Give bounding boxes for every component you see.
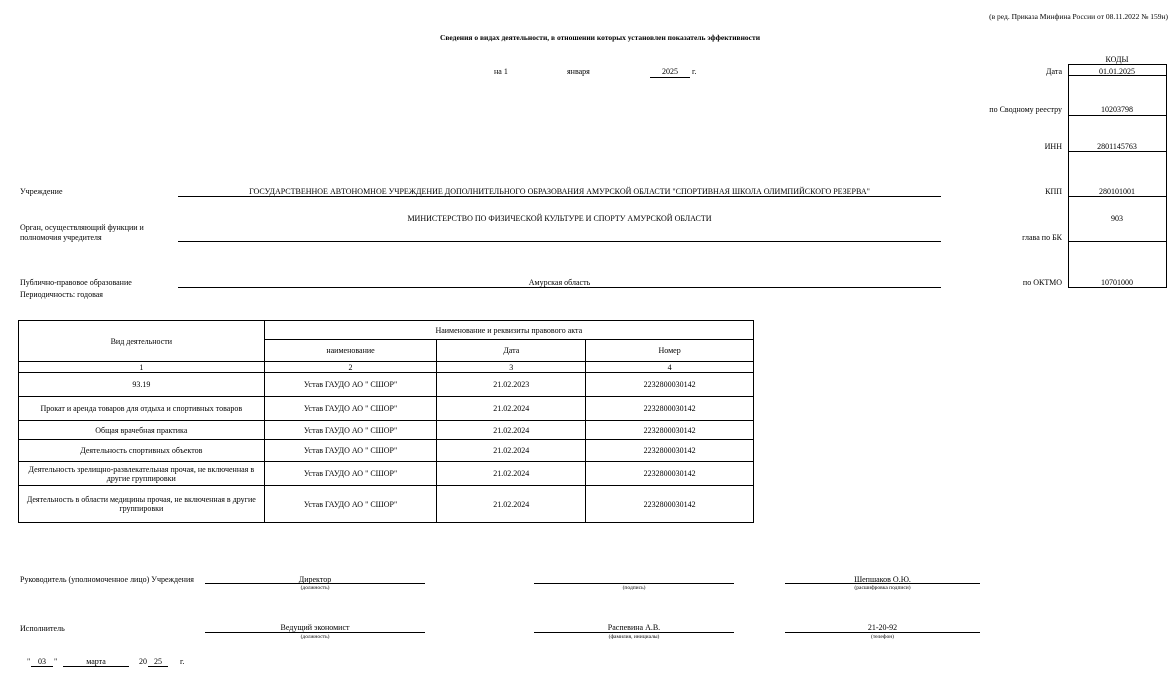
table-row <box>19 440 754 462</box>
cell-number: 2232800030142 <box>586 421 754 440</box>
executor-name: Распевина А.В. <box>607 623 661 632</box>
cell-activity: 93.19 <box>19 373 265 397</box>
sign-date-close-quote: " <box>54 657 58 666</box>
kpp-label: КПП <box>1045 187 1062 196</box>
order-note: (в ред. Приказа Минфина России от 08.11.2022 № 159н) <box>989 12 1168 21</box>
activities-table <box>18 320 754 523</box>
sign-date-year-suffix: г. <box>180 657 185 666</box>
date-label: Дата <box>1046 67 1062 76</box>
sign-date-month: марта <box>86 657 106 666</box>
col-header-activity: Вид деятельности <box>19 321 265 362</box>
cell-number: 2232800030142 <box>586 462 754 486</box>
public-entity-label: Публично-правовое образование <box>20 278 132 287</box>
date-code: 01.01.2025 <box>1099 67 1135 76</box>
bk-code: 903 <box>1111 214 1123 223</box>
periodicity-label: Периодичность: годовая <box>20 290 103 299</box>
col-number-2: 2 <box>264 362 437 373</box>
founder-label-line1: Орган, осуществляющий функции и <box>20 223 144 232</box>
cell-name: Устав ГАУДО АО " СШОР" <box>264 421 437 440</box>
oktmo-label: по ОКТМО <box>1022 278 1062 287</box>
table-row <box>19 421 754 440</box>
col-header-name: наименование <box>264 340 437 362</box>
inn-code: 2801145763 <box>1097 142 1137 151</box>
report-date-year: 2025 <box>662 67 678 76</box>
head-position: Директор <box>298 575 332 584</box>
report-date-month: января <box>567 67 590 76</box>
col-number-3: 3 <box>437 362 586 373</box>
cell-name: Устав ГАУДО АО " СШОР" <box>264 440 437 462</box>
registry-label: по Сводному реестру <box>989 105 1062 114</box>
executor-phone: 21-20-92 <box>867 623 898 632</box>
head-signature-caption: (подпись) <box>622 585 646 591</box>
registry-code: 10203798 <box>1101 105 1133 114</box>
cell-name: Устав ГАУДО АО " СШОР" <box>264 486 437 523</box>
sign-date-year-prefix: 20 <box>139 657 147 666</box>
cell-number: 2232800030142 <box>586 440 754 462</box>
cell-activity: Прокат и аренда товаров для отдыха и спортивных товаров <box>19 397 265 421</box>
cell-date: 21.02.2024 <box>437 486 586 523</box>
report-date-year-suffix: г. <box>692 67 697 76</box>
page-title: Сведения о видах деятельности, в отношении которых установлен показатель эффективности <box>439 33 761 42</box>
head-name-caption: (расшифровка подписи) <box>854 585 911 591</box>
public-entity-name: Амурская область <box>528 278 591 287</box>
executor-position-caption: (должность) <box>300 634 330 640</box>
col-header-date: Дата <box>437 340 586 362</box>
executor-phone-caption: (телефон) <box>870 634 895 640</box>
col-header-number: Номер <box>586 340 754 362</box>
report-date-prefix: на 1 <box>494 67 508 76</box>
inn-label: ИНН <box>1044 142 1062 151</box>
executor-name-caption: (фамилия, инициалы) <box>608 634 660 640</box>
table-row <box>19 397 754 421</box>
oktmo-code: 10701000 <box>1101 278 1133 287</box>
institution-name: ГОСУДАРСТВЕННОЕ АВТОНОМНОЕ УЧРЕЖДЕНИЕ ДОПОЛНИТЕЛЬНОГО ОБРАЗОВАНИЯ АМУРСКОЙ ОБЛАСТИ "СПОРТИВНАЯ ШКОЛА ОЛИМПИЙСКОГО РЕЗЕРВА" <box>249 187 870 196</box>
executor-position: Ведущий экономист <box>280 623 350 632</box>
head-position-caption: (должность) <box>300 585 330 591</box>
cell-activity: Деятельность спортивных объектов <box>19 440 265 462</box>
executor-label: Исполнитель <box>20 624 65 633</box>
cell-date: 21.02.2023 <box>437 373 586 397</box>
cell-number: 2232800030142 <box>586 397 754 421</box>
cell-date: 21.02.2024 <box>437 421 586 440</box>
col-number-4: 4 <box>586 362 754 373</box>
col-number-1: 1 <box>19 362 265 373</box>
institution-label: Учреждение <box>20 187 63 196</box>
bk-label: глава по БК <box>1022 233 1062 242</box>
cell-activity: Общая врачебная практика <box>19 421 265 440</box>
codes-heading: КОДЫ <box>1105 55 1129 64</box>
cell-name: Устав ГАУДО АО " СШОР" <box>264 397 437 421</box>
head-name: Шепшаков О.Ю. <box>854 575 911 584</box>
founder-name: МИНИСТЕРСТВО ПО ФИЗИЧЕСКОЙ КУЛЬТУРЕ И СПОРТУ АМУРСКОЙ ОБЛАСТИ <box>407 214 712 223</box>
table-row <box>19 373 754 397</box>
cell-name: Устав ГАУДО АО " СШОР" <box>264 462 437 486</box>
table-row <box>19 486 754 523</box>
kpp-code: 280101001 <box>1099 187 1135 196</box>
cell-date: 21.02.2024 <box>437 462 586 486</box>
table-row <box>19 462 754 486</box>
cell-activity: Деятельность зрелищно-развлекательная прочая, не включенная в другие группировки <box>19 462 265 486</box>
founder-label-line2: полномочия учредителя <box>20 233 102 242</box>
cell-name: Устав ГАУДО АО " СШОР" <box>264 373 437 397</box>
cell-date: 21.02.2024 <box>437 440 586 462</box>
cell-activity: Деятельность в области медицины прочая, не включенная в другие группировки <box>19 486 265 523</box>
sign-date-open-quote: " <box>27 657 31 666</box>
sign-date-day: 03 <box>38 657 46 666</box>
sign-date-year: 25 <box>154 657 162 666</box>
head-label: Руководитель (уполномоченное лицо) Учреждения <box>20 575 194 584</box>
cell-number: 2232800030142 <box>586 373 754 397</box>
cell-date: 21.02.2024 <box>437 397 586 421</box>
col-header-legal-act: Наименование и реквизиты правового акта <box>264 321 753 340</box>
cell-number: 2232800030142 <box>586 486 754 523</box>
